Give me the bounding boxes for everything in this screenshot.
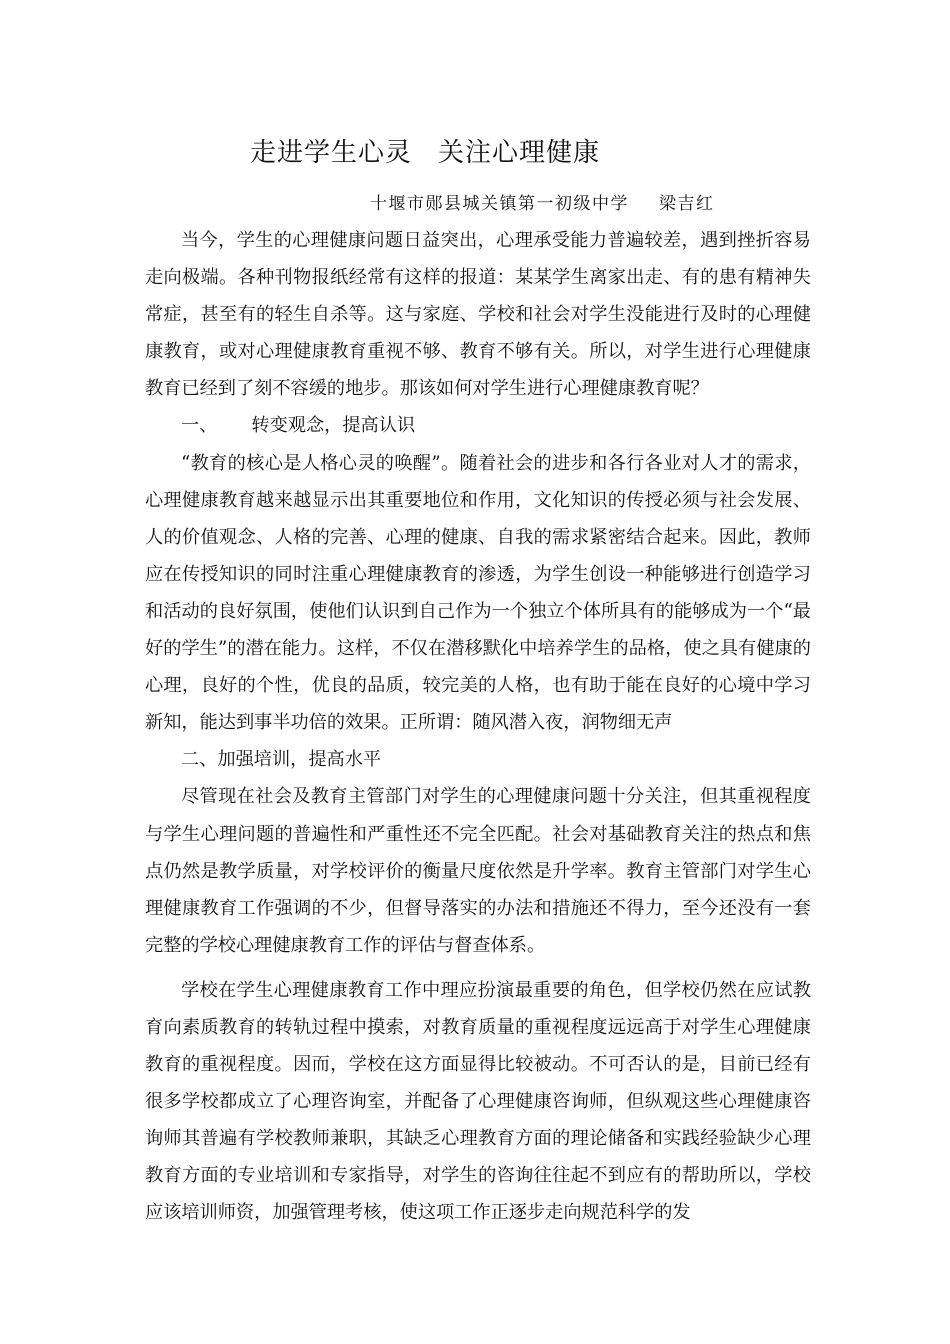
section-1-title: 转变观念，提高认识 [251, 415, 416, 437]
title-part-1: 走进学生心灵 [249, 138, 412, 168]
body-text [145, 222, 811, 1232]
intro-paragraph: 当今，学生的心理健康问题日益突出，心理承受能力普遍较差，遇到挫折容易走向极端。各种刊物报纸经常有这样的报道：某某学生离家出走、有的患有精神失常症，甚至有的轻生自杀等。这与家庭、学校和社会对学生没能进行及时的心理健康教育，或对心理健康教育重视不够、教育不够有关。所以，对学生进行心理健康教育已经到了刻不容缓的地步。那该如何对学生进行心理健康教育呢？ [145, 230, 811, 400]
byline [370, 189, 715, 214]
document-title [0, 132, 850, 169]
section-1-number: 一、 [181, 415, 218, 437]
section-2-paragraph-2: 学校在学生心理健康教育工作中理应扮演最重要的角色，但学校仍然在应试教育向素质教育的转轨过程中摸索，对教育质量的重视程度远远高于对学生心理健康教育的重视程度。因而，学校在这方面显得比较被动。不可否认的是，目前已经有很多学校都成立了心理咨询室，并配备了心理健康咨询师，但纵观这些心理健康咨询师其普遍有学校教师兼职，其缺乏心理教育方面的理论储备和实践经验缺少心理教育方面的专业培训和专家指导，对学生的咨询往往起不到应有的帮助所以，学校应该培训师资，加强管理考核，使这项工作正逐步走向规范科学的发 [145, 979, 811, 1224]
section-2-heading: 二、加强培训，提高水平 [181, 749, 382, 771]
title-part-2: 关注心理健康 [438, 138, 601, 168]
section-2-paragraph-1: 尽管现在社会及教育主管部门对学生的心理健康问题十分关注，但其重视程度与学生心理问题的普遍性和严重性还不完全匹配。社会对基础教育关注的热点和焦点仍然是教学质量，对学校评价的衡量尺度依然是升学率。教育主管部门对学生心理健康教育工作强调的不少，但督导落实的办法和措施还不得力，至今还没有一套完整的学校心理健康教育工作的评估与督查体系。 [145, 786, 811, 956]
section-1-heading [145, 407, 811, 444]
byline-school: 十堰市郧县城关镇第一初级中学 [370, 194, 629, 214]
byline-author: 梁吉红 [659, 194, 715, 214]
section-1-paragraph: “教育的核心是人格心灵的唤醒”。随着社会的进步和各行各业对人才的需求，心理健康教育越来越显示出其重要地位和作用，文化知识的传授必须与社会发展、人的价值观念、人格的完善、心理的健康、自我的需求紧密结合起来。因此，教师应在传授知识的同时注重心理健康教育的渗透，为学生创设一种能够进行创造学习和活动的良好氛围，使他们认识到自己作为一个独立个体所具有的能够成为一个“最好的学生”的潜在能力。这样，不仅在潜移默化中培养学生的品格，使之具有健康的心理，良好的个性，优良的品质，较完美的人格，也有助于能在良好的心境中学习新知，能达到事半功倍的效果。正所谓：随风潜入夜，润物细无声 [145, 452, 811, 734]
